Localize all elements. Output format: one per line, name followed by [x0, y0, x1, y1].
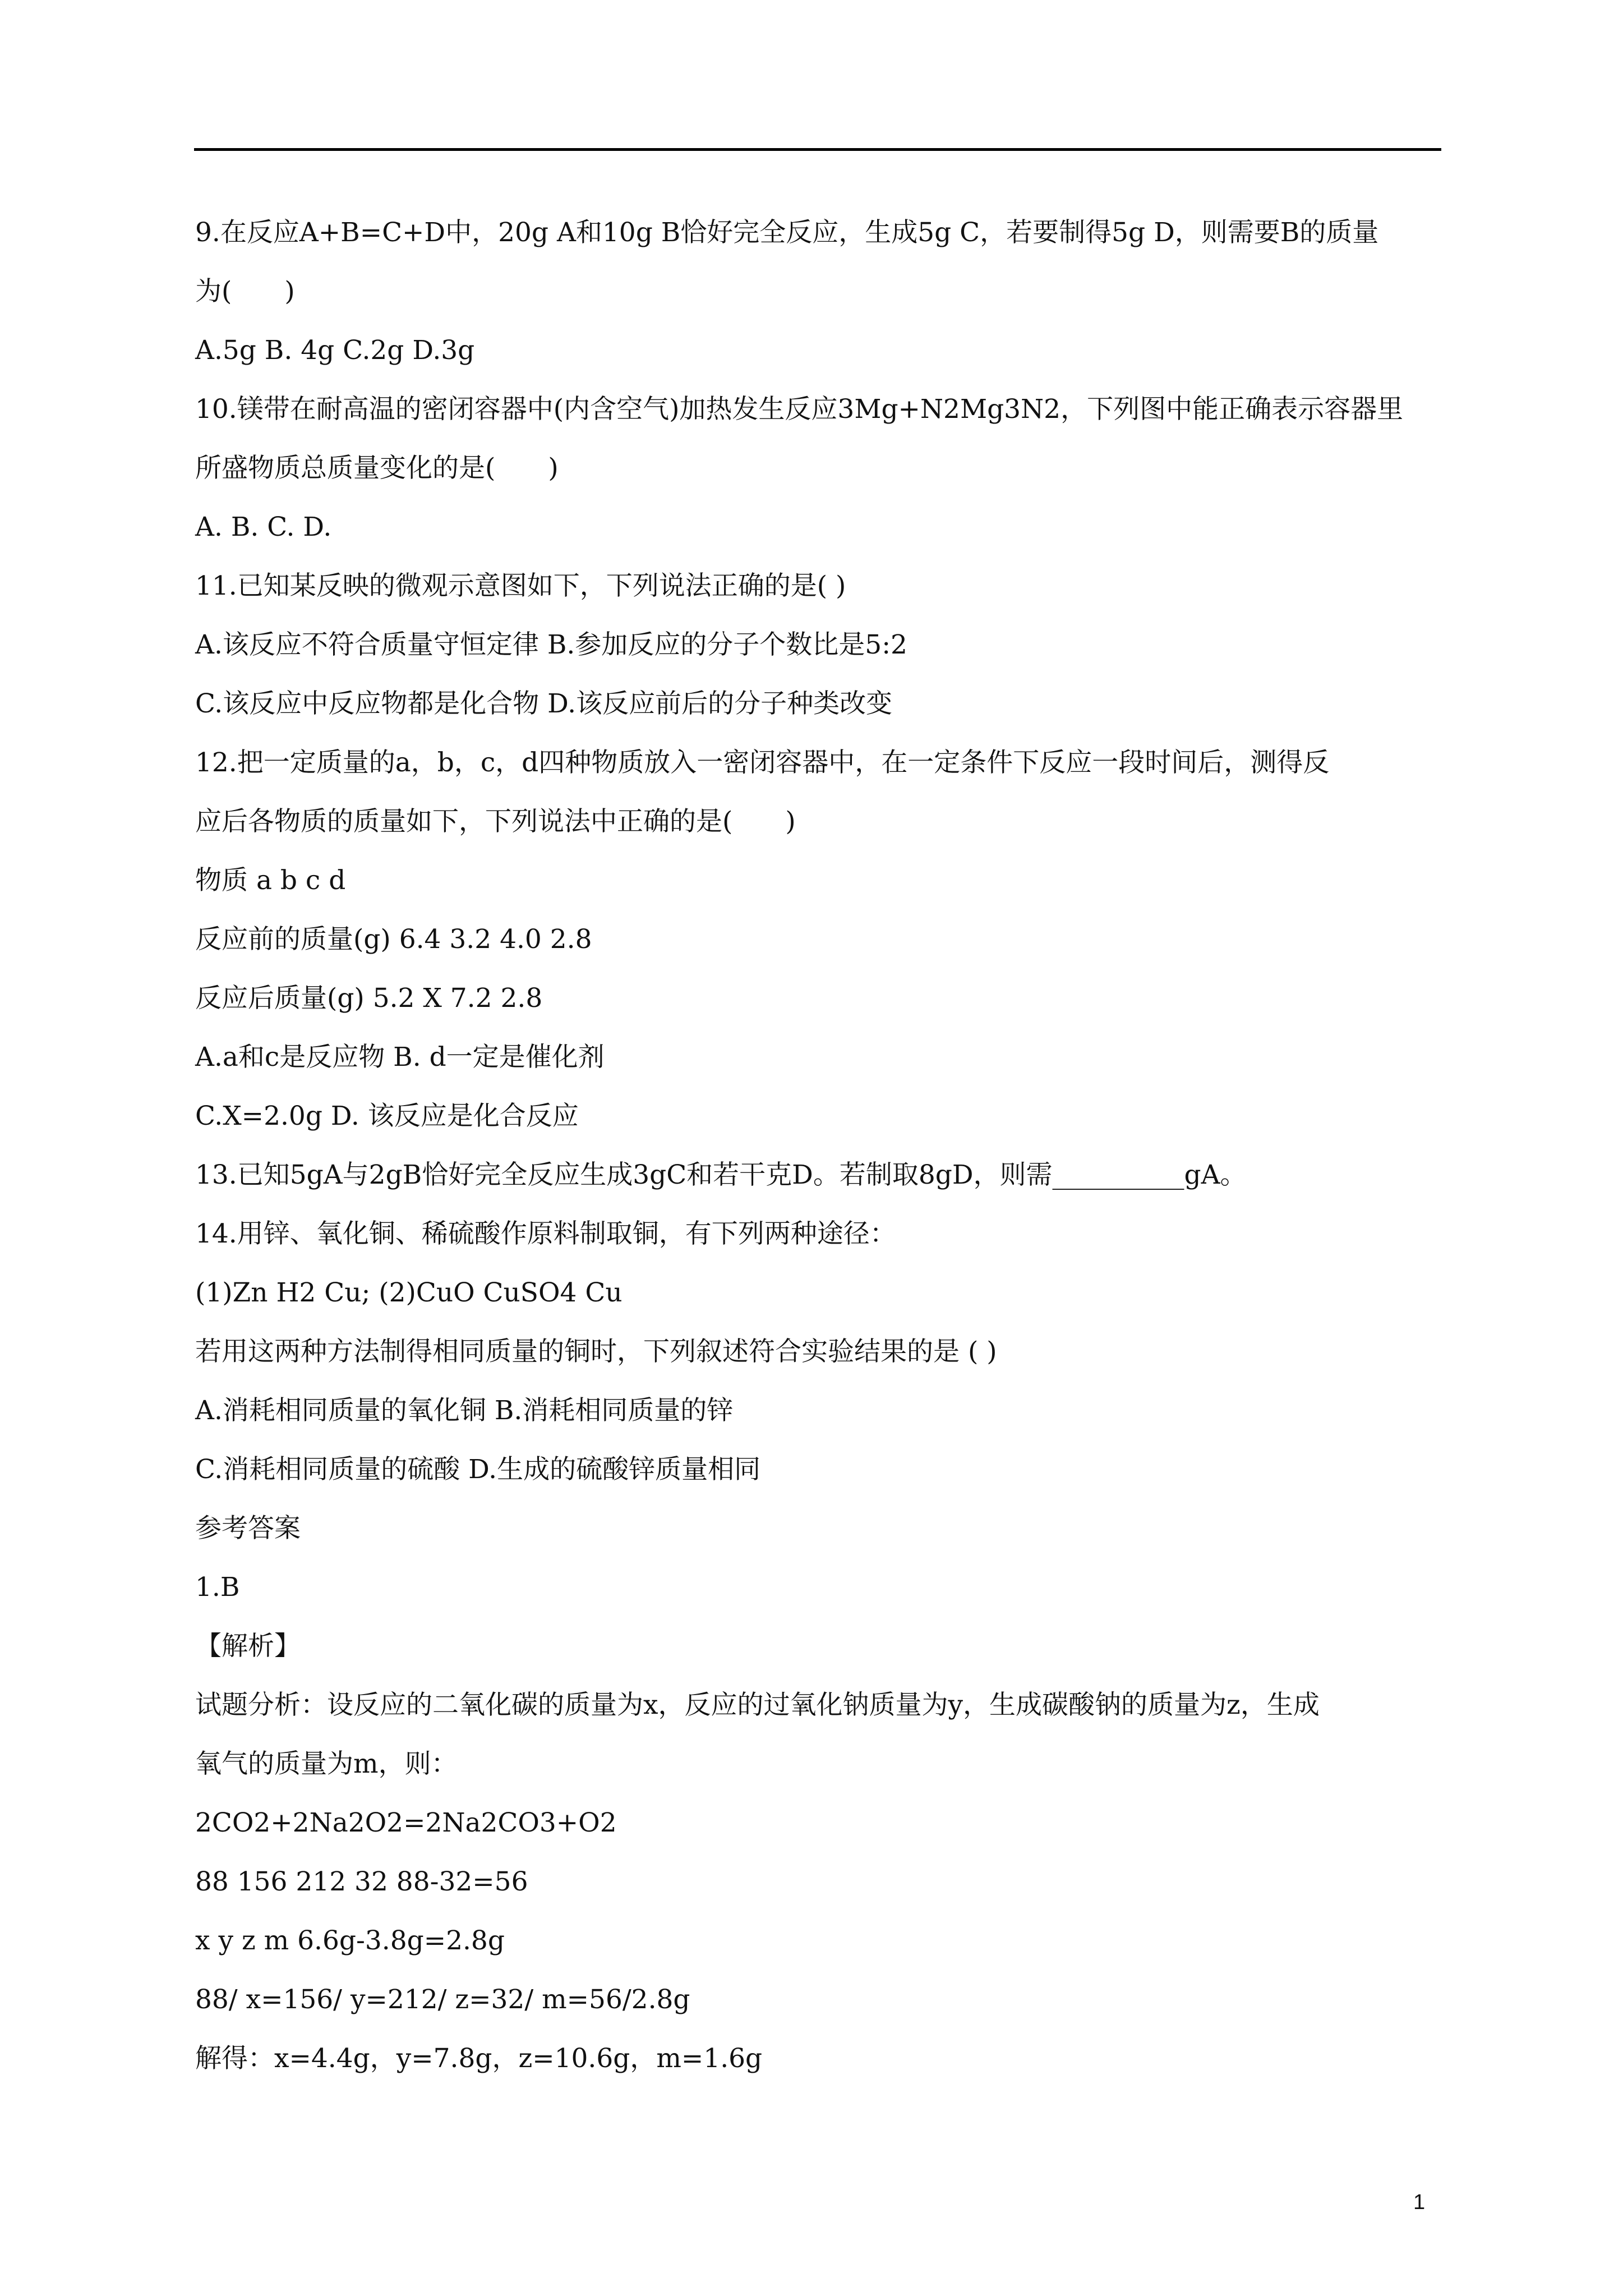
q9-line-2: 为( ) [195, 276, 295, 307]
q14-options-ab: A.消耗相同质量的氧化铜 B.消耗相同质量的锌 [195, 1395, 734, 1426]
q9-options: A.5g B. 4g C.2g D.3g [195, 335, 475, 366]
q12-table-after: 反应后质量(g) 5.2 X 7.2 2.8 [195, 983, 543, 1014]
q12-options-ab: A.a和c是反应物 B. d一定是催化剂 [195, 1042, 605, 1073]
q11-options-cd: C.该反应中反应物都是化合物 D.该反应前后的分子种类改变 [195, 688, 893, 719]
analysis-line-1: 试题分析：设反应的二氧化碳的质量为x，反应的过氧化钠质量为y，生成碳酸钠的质量为z，生成 [195, 1690, 1320, 1720]
q9-line-1: 9.在反应A+B=C+D中，20g A和10g B恰好完全反应，生成5g C，若要制得5g D，则需要B的质量 [195, 217, 1379, 248]
analysis-heading: 【解析】 [195, 1631, 301, 1662]
q12-options-cd: C.X=2.0g D. 该反应是化合反应 [195, 1101, 579, 1131]
page-number: 1 [1413, 2191, 1426, 2214]
header-rule [194, 148, 1441, 151]
q14-line-3: 若用这两种方法制得相同质量的铜时，下列叙述符合实验结果的是 ( ) [195, 1336, 997, 1367]
document-body [195, 203, 1441, 2088]
equation-line: 2CO2+2Na2O2=2Na2CO3+O2 [195, 1807, 617, 1838]
analysis-line-2: 氧气的质量为m，则： [195, 1749, 458, 1779]
q14-line-1: 14.用锌、氧化铜、稀硫酸作原料制取铜，有下列两种途径： [195, 1218, 896, 1249]
answer-1: 1.B [195, 1572, 240, 1603]
q12-line-2: 应后各物质的质量如下，下列说法中正确的是( ) [195, 806, 796, 837]
q13-line: 13.已知5gA与2gB恰好完全反应生成3gC和若干克D。若制取8gD，则需__________gA。 [195, 1159, 1247, 1190]
solution-line: 解得：x=4.4g，y=7.8g，z=10.6g，m=1.6g [195, 2043, 763, 2074]
molar-mass-line: 88 156 212 32 88-32=56 [195, 1866, 528, 1897]
ratio-line: 88/ x=156/ y=212/ z=32/ m=56/2.8g [195, 1984, 690, 2015]
q12-line-1: 12.把一定质量的a，b，c，d四种物质放入一密闭容器中，在一定条件下反应一段时间后，测得反 [195, 747, 1330, 778]
q14-options-cd: C.消耗相同质量的硫酸 D.生成的硫酸锌质量相同 [195, 1454, 761, 1485]
q10-line-2: 所盛物质总质量变化的是( ) [195, 453, 559, 484]
variables-line: x y z m 6.6g-3.8g=2.8g [195, 1925, 505, 1956]
q11-line-1: 11.已知某反映的微观示意图如下，下列说法正确的是( ) [195, 570, 846, 601]
q12-table-before: 反应前的质量(g) 6.4 3.2 4.0 2.8 [195, 924, 592, 955]
q14-routes: (1)Zn H2 Cu; (2)CuO CuSO4 Cu [195, 1277, 623, 1308]
answers-heading: 参考答案 [195, 1513, 301, 1544]
q10-options: A. B. C. D. [195, 512, 332, 542]
q11-options-ab: A.该反应不符合质量守恒定律 B.参加反应的分子个数比是5:2 [195, 629, 907, 660]
q10-line-1: 10.镁带在耐高温的密闭容器中(内含空气)加热发生反应3Mg+N2Mg3N2，下列图中能正确表示容器里 [195, 394, 1404, 425]
q12-table-header: 物质 a b c d [195, 865, 346, 896]
